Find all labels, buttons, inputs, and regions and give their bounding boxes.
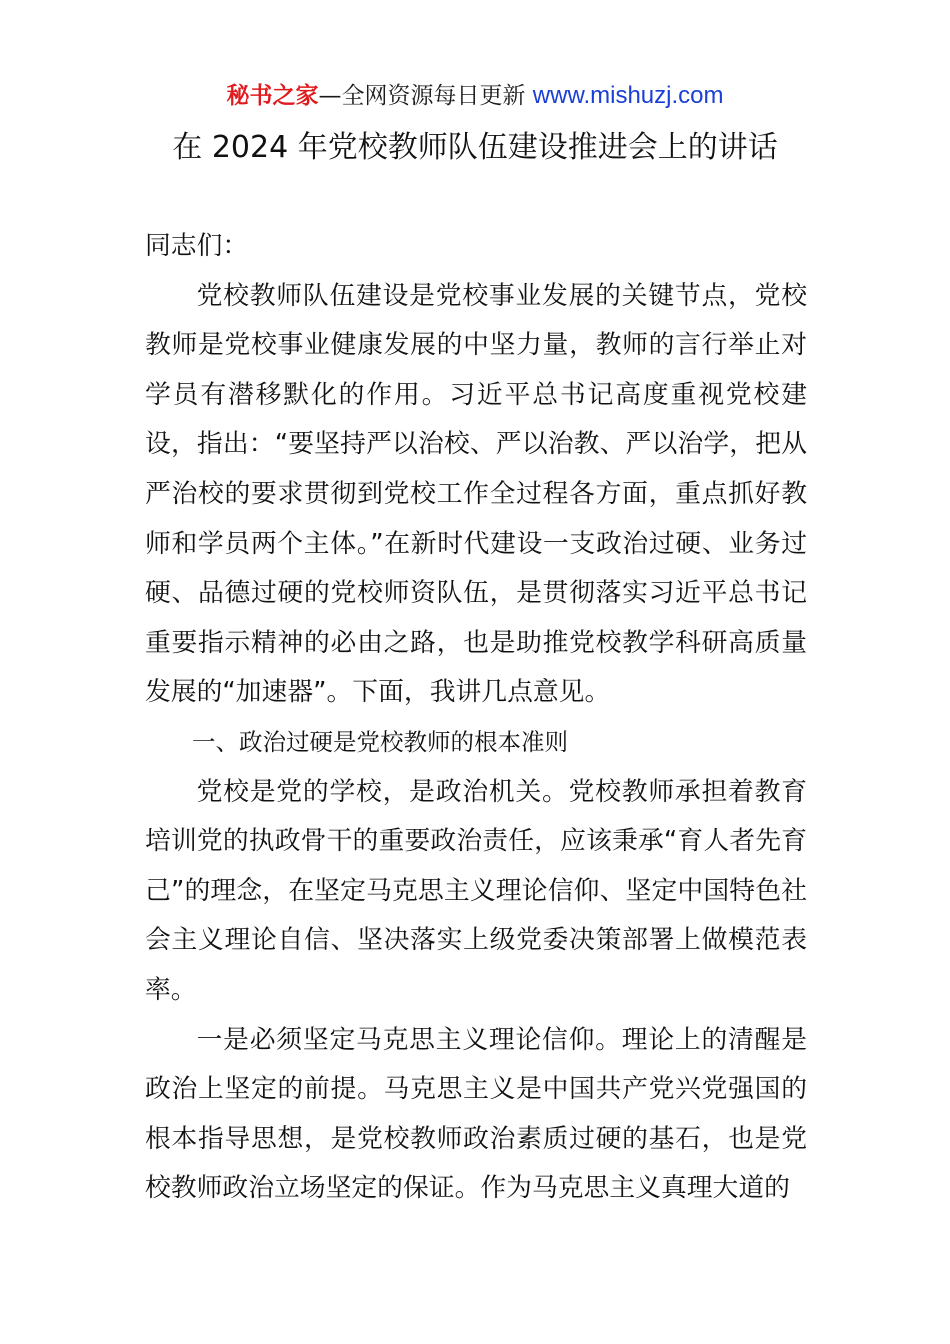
paragraph-section-1: 党校是党的学校，是政治机关。党校教师承担着教育培训党的执政骨干的重要政治责任，应该秉承“育人者先育己”的理念，在坚定马克思主义理论信仰、坚定中国特色社会主义理论自信、坚决落实上级党委决策部署上做模范表率。 bbox=[145, 776, 807, 1005]
document-title: 在 2024 年党校教师队伍建设推进会上的讲话 bbox=[172, 130, 778, 165]
site-header bbox=[0, 80, 950, 112]
section-heading-1: 一、政治过硬是党校教师的根本准则 bbox=[192, 727, 568, 756]
paragraph-intro: 党校教师队伍建设是党校事业发展的关键节点，党校教师是党校事业健康发展的中坚力量，教师的言行举止对学员有潜移默化的作用。习近平总书记高度重视党校建设，指出：“要坚持严以治校、严以治教、严以治学，把从严治校的要求贯彻到党校工作全过程各方面，重点抓好教师和学员两个主体。”在新时代建设一支政治过硬、业务过硬、品德过硬的党校师资队伍，是贯彻落实习近平总书记重要指示精神的必由之路，也是助推党校教学科研高质量发展的“加速器”。下面，我讲几点意见。 bbox=[145, 280, 807, 708]
site-url[interactable]: www.mishuzj.com bbox=[532, 82, 724, 109]
site-brand: 秘书之家 bbox=[226, 83, 319, 109]
site-tagline: —全网资源每日更新 bbox=[318, 83, 533, 109]
salutation: 同志们： bbox=[145, 231, 249, 261]
paragraph-point-1: 一是必须坚定马克思主义理论信仰。理论上的清醒是政治上坚定的前提。马克思主义是中国共产党兴党强国的根本指导思想，是党校教师政治素质过硬的基石，也是党校教师政治立场坚定的保证。作为马克思主义真理大道的 bbox=[145, 1024, 807, 1204]
document-body bbox=[145, 222, 807, 1214]
